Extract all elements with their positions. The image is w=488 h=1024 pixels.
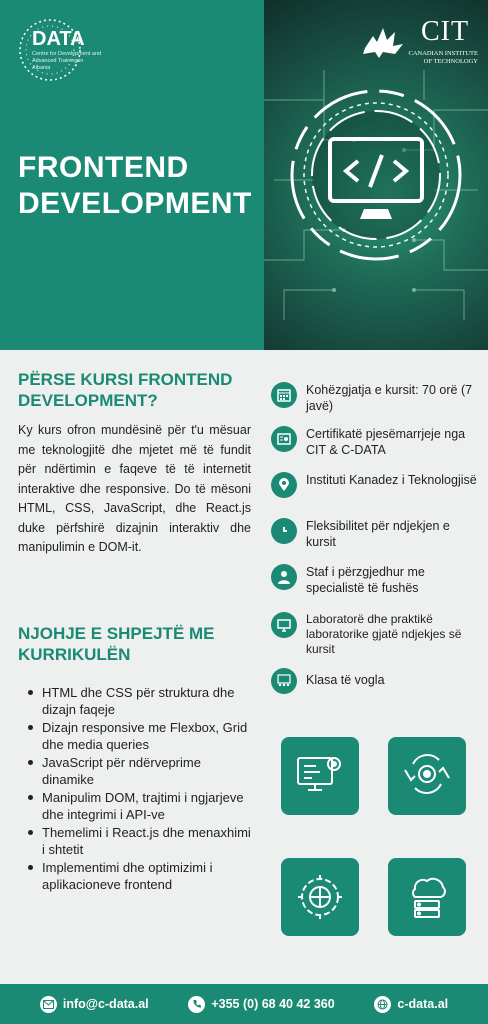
feature-labs: Laboratorë dhe praktikë laboratorike gjatë ndjekjes së kursit — [271, 612, 481, 657]
monitor-icon — [271, 612, 297, 638]
code-settings-icon — [281, 737, 359, 815]
feature-certificate: Certifikatë pjesëmarrjeje nga CIT & C-DATA — [271, 426, 481, 458]
calendar-icon — [271, 382, 297, 408]
feature-duration: Kohëzgjatja e kursit: 70 orë (7 javë) — [271, 382, 481, 414]
curriculum-list — [26, 684, 256, 894]
partner-logo: CIT — [421, 16, 470, 47]
feature-small-classes: Klasa të vogla — [271, 668, 481, 694]
logo-subtitle: Centre for Development and Advanced Training in Albania — [32, 51, 102, 71]
classroom-icon — [271, 668, 297, 694]
intro-text: Ky kurs ofron mundësinë për t'u mësuar me teknologjitë dhe mjetet më të fundit për ndërtimin e faqeve të të internetit interaktive dhe responsive. Do të mësoni HTML, CSS, JavaScript, dhe React.js duke përfshirë dizajnin interaktiv dhe manipulimin e DOM-it. — [18, 423, 251, 554]
list-item: Implementimi dhe optimizimi i aplikacioneve frontend — [26, 859, 256, 893]
feature-flexibility: Fleksibilitet për ndjekjen e kursit — [271, 518, 481, 550]
footer-email[interactable]: info@c-data.al — [40, 996, 149, 1013]
cloud-server-icon — [388, 858, 466, 936]
footer-phone[interactable]: +355 (0) 68 40 42 360 — [188, 996, 334, 1013]
list-item: Themelimi i React.js dhe menaxhimi i shtetit — [26, 824, 256, 858]
partner-subtitle: CANADIAN INSTITUTE OF TECHNOLOGY — [408, 50, 478, 65]
hand-gear-icon — [388, 737, 466, 815]
phone-icon — [188, 996, 205, 1013]
globe-gear-icon — [281, 858, 359, 936]
list-item: HTML dhe CSS për struktura dhe dizajn faqeje — [26, 684, 256, 718]
footer-website[interactable]: c-data.al — [374, 996, 448, 1013]
intro-heading: PËRSE KURSI FRONTEND DEVELOPMENT? — [18, 370, 233, 410]
email-icon — [40, 996, 57, 1013]
person-icon — [271, 564, 297, 590]
feature-staff: Staf i përzgjedhur me specialistë të fushës — [271, 564, 481, 596]
curriculum-heading: NJOHJE E SHPEJTË ME KURRIKULËN — [18, 624, 215, 664]
footer — [0, 984, 488, 1024]
list-item: JavaScript për ndërveprime dinamike — [26, 754, 256, 788]
code-monitor-icon — [286, 85, 466, 265]
certificate-icon — [271, 426, 297, 452]
location-icon — [271, 472, 297, 498]
list-item: Dizajn responsive me Flexbox, Grid dhe media queries — [26, 719, 256, 753]
globe-icon — [374, 996, 391, 1013]
list-item: Manipulim DOM, trajtimi i ngjarjeve dhe integrimi i API-ve — [26, 789, 256, 823]
logo-text: DATA — [32, 28, 85, 50]
feature-location: Instituti Kanadez i Teknologjisë — [271, 472, 481, 498]
page-title: FRONTEND DEVELOPMENT — [18, 151, 252, 220]
clock-icon — [271, 518, 297, 544]
